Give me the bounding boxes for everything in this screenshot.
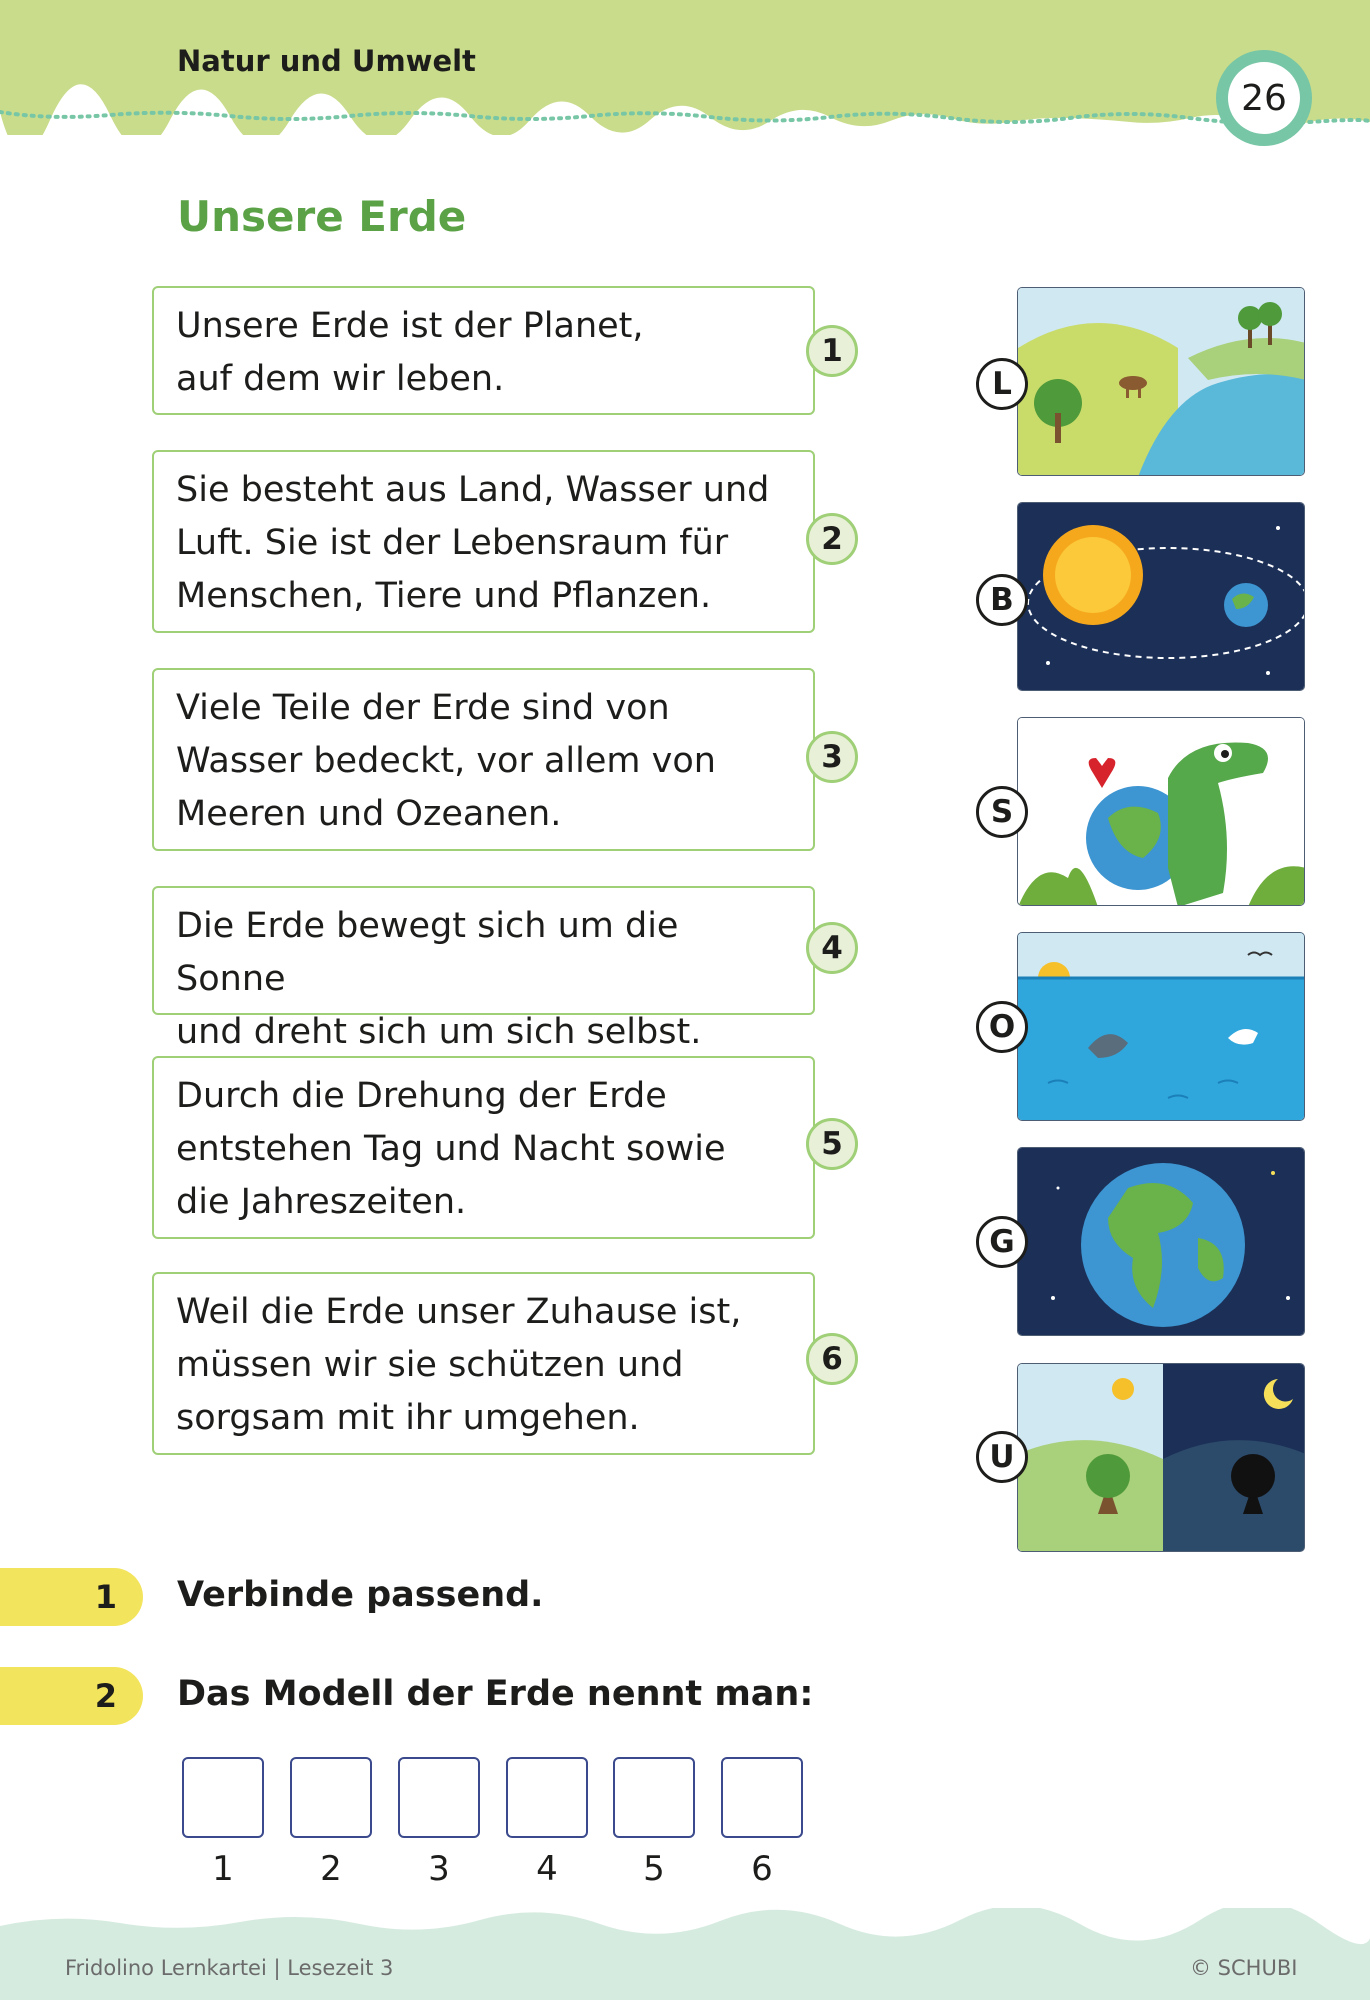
text-card-4	[152, 886, 815, 1052]
picture-letter-G[interactable]: G	[976, 1216, 1028, 1268]
answer-label-3: 3	[428, 1849, 450, 1889]
text-card-3	[152, 668, 815, 851]
card-line: entstehen Tag und Nacht sowie	[176, 1129, 726, 1169]
picture-letter-O[interactable]: O	[976, 1001, 1028, 1053]
answer-label-5: 5	[643, 1849, 665, 1889]
card-line: Meeren und Ozeanen.	[176, 794, 562, 834]
card-number-1[interactable]: 1	[806, 325, 858, 377]
card-line: Viele Teile der Erde sind von	[176, 688, 670, 728]
task-text-1: Verbinde passend.	[177, 1575, 544, 1615]
text-card-5	[152, 1056, 815, 1239]
picture-earth-orbiting-sun	[1017, 502, 1305, 691]
picture-letter-S[interactable]: S	[976, 786, 1028, 838]
text-card-6	[152, 1272, 815, 1455]
card-number-5[interactable]: 5	[806, 1118, 858, 1170]
page-number: 26	[1228, 62, 1300, 134]
answer-label-6: 6	[751, 1849, 773, 1889]
page-title: Unsere Erde	[177, 192, 467, 241]
picture-ocean-with-fish	[1017, 932, 1305, 1121]
card-number-3[interactable]: 3	[806, 731, 858, 783]
card-line: und dreht sich um sich selbst.	[176, 1012, 702, 1052]
section-title: Natur und Umwelt	[177, 44, 476, 78]
footer-band	[0, 1908, 1370, 2000]
answer-label-1: 1	[212, 1849, 234, 1889]
picture-letter-U[interactable]: U	[976, 1431, 1028, 1483]
picture-earth-globe-in-space	[1017, 1147, 1305, 1336]
answer-box-4[interactable]	[506, 1757, 588, 1838]
answer-box-6[interactable]	[721, 1757, 803, 1838]
picture-dragon-hugging-earth	[1017, 717, 1305, 906]
answer-box-1[interactable]	[182, 1757, 264, 1838]
task-number-1: 1	[0, 1568, 143, 1626]
card-line: Sie besteht aus Land, Wasser und	[176, 470, 770, 510]
picture-day-and-night	[1017, 1363, 1305, 1552]
text-card-2	[152, 450, 815, 633]
card-number-2[interactable]: 2	[806, 513, 858, 565]
card-number-4[interactable]: 4	[806, 922, 858, 974]
card-line: Menschen, Tiere und Pflanzen.	[176, 576, 712, 616]
answer-box-5[interactable]	[613, 1757, 695, 1838]
footer-copyright: © SCHUBI	[1190, 1956, 1298, 1980]
answer-label-2: 2	[320, 1849, 342, 1889]
text-card-1	[152, 286, 815, 415]
answer-box-2[interactable]	[290, 1757, 372, 1838]
footer-source: Fridolino Lernkartei | Lesezeit 3	[65, 1956, 394, 1980]
card-number-6[interactable]: 6	[806, 1333, 858, 1385]
answer-box-3[interactable]	[398, 1757, 480, 1838]
card-line: Durch die Drehung der Erde	[176, 1076, 667, 1116]
card-line: Unsere Erde ist der Planet,	[176, 306, 644, 346]
card-line: Die Erde bewegt sich um die Sonne	[176, 906, 679, 999]
task-number-2: 2	[0, 1667, 143, 1725]
picture-letter-L[interactable]: L	[976, 358, 1028, 410]
picture-landscape-with-lake	[1017, 287, 1305, 476]
card-line: auf dem wir leben.	[176, 359, 505, 399]
answer-label-4: 4	[536, 1849, 558, 1889]
picture-letter-B[interactable]: B	[976, 574, 1028, 626]
card-line: sorgsam mit ihr umgehen.	[176, 1398, 640, 1438]
task-text-2: Das Modell der Erde nennt man:	[177, 1674, 814, 1714]
card-line: müssen wir sie schützen und	[176, 1345, 684, 1385]
card-line: Luft. Sie ist der Lebensraum für	[176, 523, 729, 563]
card-line: Wasser bedeckt, vor allem von	[176, 741, 716, 781]
card-line: die Jahreszeiten.	[176, 1182, 467, 1222]
card-line: Weil die Erde unser Zuhause ist,	[176, 1292, 742, 1332]
